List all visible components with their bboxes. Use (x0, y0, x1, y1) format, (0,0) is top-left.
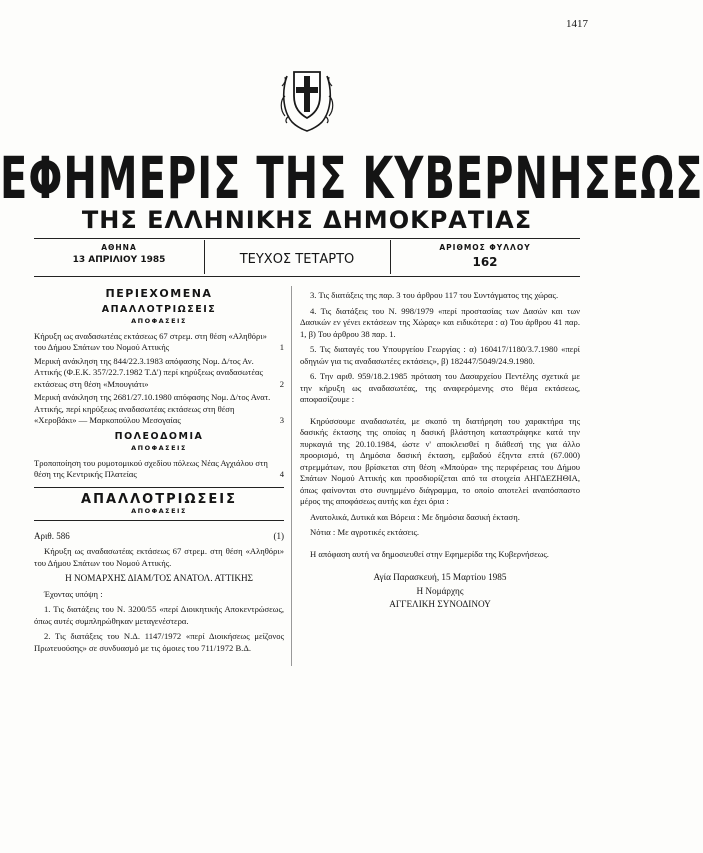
issue-date: 13 ΑΠΡΙΛΙΟΥ 1985 (72, 255, 166, 265)
bounds-south: Νότια : Με αγροτικές εκτάσεις. (310, 527, 419, 537)
sheet-label: ΑΡΙΘΜΟΣ ΦΥΛΛΟΥ (439, 243, 531, 252)
sheet-block (390, 240, 580, 274)
issue-block (204, 240, 391, 274)
newspaper-subtitle: ΤΗΣ ΕΛΛΗΝΙΚΗΣ ΔΗΜΟΚΡΑΤΙΑΣ (81, 206, 533, 234)
legal-point: 2. Τις διατάξεις του Ν.Δ. 1147/1972 «περί Διοικήσεως μείζονος Πρωτευούσης» σε συνδυασμό με τις όμοιες του 711/1972 Β.Δ. (34, 631, 284, 653)
decision-section-title: ΑΠΑΛΛΟΤΡΙΩΣΕΙΣ (81, 491, 237, 507)
sheet-number: 162 (472, 255, 498, 269)
contents-list-2 (34, 458, 284, 481)
contents-section2-decisions: ΑΠΟΦΑΣΕΙΣ (131, 444, 187, 452)
issue-type: ΤΕΥΧΟΣ ΤΕΤΑΡΤΟ (239, 252, 355, 267)
contents-section-expropriations: ΑΠΑΛΛΟΤΡΙΩΣΕΙΣ (101, 303, 217, 315)
list-item: Μερική ανάκληση της 2681/27.10.1980 απόφασης Νομ. Δ/τος Ανατ. Αττικής, περί κηρύξεως αναδασωτέας εκτάσεως στη θέση «Χεροβάκι» — Μαρκοπούλου Μεσογαίας 3 (34, 392, 284, 425)
bounds-east-west-north: Ανατολικά, Δυτικά και Βόρεια : Με δημόσια δασική έκταση. (310, 511, 520, 522)
contents-section-decisions: ΑΠΟΦΑΣΕΙΣ (131, 317, 187, 325)
column-divider (291, 286, 292, 666)
decision-authority: Η ΝΟΜΑΡΧΗΣ ΔΙΑΜ/ΤΟΣ ΑΝΑΤΟΛ. ΑΤΤΙΚΗΣ (65, 573, 253, 583)
contents-list-1 (34, 331, 284, 427)
left-column (34, 286, 284, 654)
list-item: Μερική ανάκληση της 844/22.3.1983 απόφασης Νομ. Δ/τος Αν. Αττικής (Φ.Ε.Κ. 357/22.7.1982 Τ.Δ') περί κηρύξεως αναδασωτέας εκτάσεως στη θέση «Μπουγιάτι» 2 (34, 355, 284, 389)
legal-point: 3. Τις διατάξεις της παρ. 3 του άρθρου 117 του Συντάγματος της χώρας. (310, 290, 559, 300)
city-label: ΑΘΗΝΑ (101, 243, 137, 252)
legal-point: 6. Την αριθ. 959/18.2.1985 πρόταση του Δασαρχείου Πεντέλης σχετικά με την κήρυξη ως αναδασωτέας, της αναφερόμενης στο θέμα εκτάσεως, αποφασίζουμε : (300, 371, 580, 404)
header-bottom-rule (34, 276, 580, 277)
signer-title: Η Νομάρχης (416, 585, 464, 596)
legal-point: 4. Τις διατάξεις του Ν. 998/1979 «περί προστασίας των Δασών και των Δασικών εν γένει εκτάσεων της Χώρας» και ειδικότερα : α) Του άρθρου 41 παρ. 1, β) Του άρθρου 38 παρ. 1. (300, 305, 580, 339)
legal-point: 5. Τις διαταγές του Υπουργείου Γεωργίας : α) 160417/1180/3.7.1980 «περί οδηγιών για τις αναδασωτέες εκτάσεις», β) 182447/5049/24.9.1980. (300, 344, 580, 366)
decision-number: Αριθ. 586 (34, 530, 70, 541)
greek-coat-of-arms-emblem (276, 66, 338, 132)
list-item: Τροποποίηση του ρυμοτομικού σχεδίου πόλεως Νέας Αγχιάλου στη θέση της Κεντρικής Πλατείας 4 (34, 457, 284, 479)
contents-section-urban-planning: ΠΟΛΕΟΔΟΜΙΑ (114, 430, 204, 442)
place-date: Αγία Παρασκευή, 15 Μαρτίου 1985 (373, 572, 507, 582)
signer-name: ΑΓΓΕΛΙΚΗ ΣΥΝΟΔΙΝΟΥ (389, 599, 491, 609)
list-item: Κήρυξη ως αναδασωτέας εκτάσεως 67 στρεμ. στη θέση «Αληθόρι» του Δήμου Σπάτων του Νομού Αττικής 1 (34, 330, 284, 352)
date-block (34, 240, 205, 274)
header-top-rule (34, 238, 580, 239)
right-column (300, 286, 580, 611)
having-regard: Έχοντας υπόψη : (44, 588, 103, 599)
contents-title: ΠΕΡΙΕΧΟΜΕΝΑ (105, 287, 213, 300)
decision-section-sub: ΑΠΟΦΑΣΕΙΣ (131, 507, 187, 515)
publication-order: Η απόφαση αυτή να δημοσιευθεί στην Εφημερίδα της Κυβερνήσεως. (310, 548, 549, 559)
decision-section-header (34, 487, 284, 521)
decision-summary: Κήρυξη ως αναδασωτέας εκτάσεως 67 στρεμ. στη θέση «Αληθόρι» του Δήμου Σπάτων του Νομού Αττικής. (34, 546, 284, 568)
decision-index: (1) (273, 530, 284, 541)
legal-point: 1. Τις διατάξεις του Ν. 3200/55 «περί Διοικητικής Αποκεντρώσεως, όπως αυτές συμπληρώθηκαν μεταγενέστερα. (34, 604, 284, 626)
decision-number-row (34, 531, 284, 543)
decision-ruling: Κηρύσσουμε αναδασωτέα, με σκοπό τη διατήρηση του χαρακτήρα της δασικής έκτασης της οποίας η δασική βλάστηση καταστράφηκε κατά την πυρκαγιά της 20.10.1984, ώστε ν' αποκλεισθεί η διάθεσή της για άλλο προορισμό, τη Δημόσια δασική έκταση, εμβαδού έξηντα επτά (67.000) στρεμμάτων, που βρίσκεται στη θέση «Μπούρα» της περιφέρειας του Δήμου Σπάτων Νομού Αττικής και προσδιορίζεται από τα στοιχεία ΑΗΓΔΕΖΗΘΙΑ, όπως φαίνονται στο συνημμένο διάγραμμα, το οποίο αποτελεί αναπόσπαστο μέρος της αποφάσεως αυτής και έχει όρια : (300, 415, 580, 506)
page-number: 1417 (566, 18, 588, 30)
newspaper-title: ΕΦΗΜΕΡΙΣ ΤΗΣ ΚΥΒΕΡΝΗΣΕΩΣ (0, 146, 703, 213)
